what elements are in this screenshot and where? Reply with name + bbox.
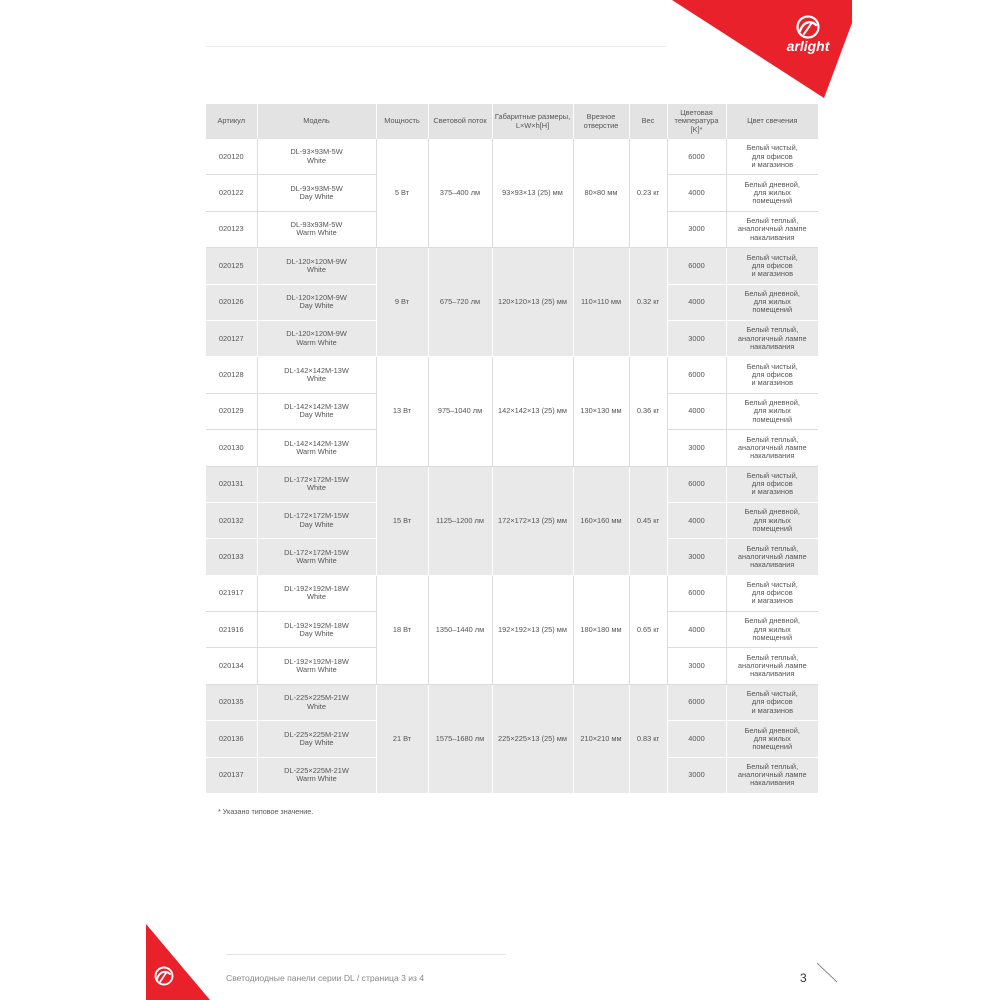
cell-weight: 0.36 кг (629, 357, 667, 466)
model-variant: White (307, 374, 326, 384)
cell-cutout: 160×160 мм (573, 466, 629, 575)
cell-glow-color (726, 430, 818, 466)
cell-color-temp: 3000 (667, 539, 726, 575)
model-name: DL-120×120M-9W (286, 293, 347, 303)
model-variant: Day White (299, 410, 334, 420)
glow-line: помещений (752, 523, 793, 533)
cell-color-temp: 6000 (667, 139, 726, 175)
cell-glow-color (726, 175, 818, 211)
cell-color-temp: 3000 (667, 320, 726, 356)
cell-sku: 020120 (206, 139, 257, 175)
table-row (206, 139, 818, 175)
glow-line: накаливания (750, 232, 795, 242)
cell-sku: 020125 (206, 248, 257, 284)
cell-dimensions: 192×192×13 (25) мм (492, 575, 573, 684)
glow-line: накаливания (750, 669, 795, 679)
cell-model (257, 320, 376, 356)
model-name: DL-192×192M-18W (284, 584, 349, 594)
cell-color-temp: 3000 (667, 648, 726, 684)
cell-model (257, 430, 376, 466)
glow-line: помещений (752, 196, 793, 206)
glow-line: Белый теплый, (746, 652, 799, 662)
glow-line: накаливания (750, 450, 795, 460)
glow-line: Белый чистый, (746, 580, 798, 590)
glow-line: Белый дневной, (744, 616, 800, 626)
glow-line: Белый дневной, (744, 725, 800, 735)
glow-line: Белый теплый, (746, 434, 799, 444)
glow-line: для офисов (751, 479, 793, 489)
table-row (206, 684, 818, 720)
cell-glow-color (726, 284, 818, 320)
table-row (206, 357, 818, 393)
model-name: DL-142×142M-13W (284, 438, 349, 448)
cell-sku: 020137 (206, 757, 257, 793)
model-name: DL-172×172M-15W (284, 475, 349, 484)
cell-sku: 020122 (206, 175, 257, 211)
bottom-divider (226, 954, 506, 955)
glow-line: Белый дневной, (744, 507, 800, 517)
cell-cutout: 210×210 мм (573, 684, 629, 793)
glow-line: Белый дневной, (744, 398, 800, 408)
model-name: DL-225×225M-21W (284, 729, 349, 739)
cell-sku: 021917 (206, 575, 257, 611)
model-variant: Day White (299, 628, 334, 638)
model-variant: Day White (299, 301, 334, 311)
glow-line: аналогичный лампе (737, 333, 807, 343)
model-name: DL-120×120M-9W (286, 329, 347, 339)
model-variant: Warm White (296, 446, 337, 456)
cell-model (257, 502, 376, 538)
cell-model (257, 175, 376, 211)
cell-sku: 020130 (206, 430, 257, 466)
cell-color-temp: 3000 (667, 211, 726, 247)
glow-line: накаливания (750, 778, 795, 788)
cell-sku: 020135 (206, 684, 257, 720)
model-name: DL-225×225M-21W (284, 693, 349, 703)
header-sku: Артикул (206, 104, 257, 139)
glow-line: для жилых (753, 297, 791, 307)
glow-line: для офисов (751, 369, 793, 379)
table-row (206, 248, 818, 284)
model-name: DL-172×172M-15W (284, 511, 349, 521)
cell-weight: 0.65 кг (629, 575, 667, 684)
glow-line: накаливания (750, 341, 795, 351)
brand-corner-badge (146, 924, 210, 1000)
glow-line: накаливания (750, 560, 795, 570)
cell-glow-color (726, 502, 818, 538)
cell-dimensions: 172×172×13 (25) мм (492, 466, 573, 575)
cell-model (257, 357, 376, 393)
table-row (206, 575, 818, 611)
glow-line: для офисов (751, 151, 793, 161)
cell-sku: 020128 (206, 357, 257, 393)
brand-corner-banner (672, 0, 852, 98)
model-variant: Day White (299, 737, 334, 747)
cell-sku: 021916 (206, 612, 257, 648)
cell-power: 21 Вт (376, 684, 428, 793)
cell-model (257, 248, 376, 284)
header-weight: Вес (629, 104, 667, 139)
glow-line: Белый чистый, (746, 689, 798, 699)
cell-glow-color (726, 248, 818, 284)
cell-glow-color (726, 139, 818, 175)
cell-color-temp: 6000 (667, 684, 726, 720)
glow-line: Белый теплый, (746, 762, 799, 772)
cell-color-temp: 6000 (667, 575, 726, 611)
model-variant: White (307, 483, 326, 493)
cell-color-temp: 4000 (667, 612, 726, 648)
cell-power: 9 Вт (376, 248, 428, 357)
cell-weight: 0.23 кг (629, 139, 667, 248)
model-variant: Warm White (296, 555, 337, 565)
cell-color-temp: 4000 (667, 721, 726, 757)
cell-sku: 020126 (206, 284, 257, 320)
header-cutout: Врезное отверстие (573, 104, 629, 139)
cell-flux: 1350–1440 лм (428, 575, 492, 684)
cell-glow-color (726, 211, 818, 247)
glow-line: Белый дневной, (744, 288, 800, 298)
cell-model (257, 539, 376, 575)
cell-sku: 020127 (206, 320, 257, 356)
model-variant: Warm White (296, 337, 337, 347)
glow-line: и магазинов (751, 596, 794, 606)
cell-glow-color (726, 757, 818, 793)
glow-line: аналогичный лампе (737, 551, 807, 561)
cell-flux: 975–1040 лм (428, 357, 492, 466)
glow-line: для жилых (753, 406, 791, 416)
model-variant: White (307, 701, 326, 711)
cell-weight: 0.45 кг (629, 466, 667, 575)
model-name: DL-225×225M-21W (284, 766, 349, 776)
glow-line: для жилых (753, 515, 791, 525)
glow-line: помещений (752, 414, 793, 424)
glow-line: и магазинов (751, 705, 794, 715)
glow-line: помещений (752, 742, 793, 752)
model-name: DL-93×93M-5W (290, 147, 343, 157)
cell-sku: 020131 (206, 466, 257, 502)
glow-line: Белый чистый, (746, 361, 798, 371)
model-variant: Warm White (296, 665, 337, 675)
glow-line: аналогичный лампе (737, 770, 807, 780)
glow-line: Белый дневной, (744, 179, 800, 189)
cell-color-temp: 4000 (667, 175, 726, 211)
model-variant: Warm White (296, 774, 337, 784)
glow-line: для жилых (753, 624, 791, 634)
cell-dimensions: 93×93×13 (25) мм (492, 139, 573, 248)
glow-line: помещений (752, 632, 793, 642)
model-name: DL-93×93M-5W (290, 183, 343, 193)
glow-line: для офисов (751, 588, 793, 598)
cell-glow-color (726, 684, 818, 720)
cell-model (257, 466, 376, 502)
cell-weight: 0.83 кг (629, 684, 667, 793)
brand-logo-text: arlight (786, 38, 830, 54)
page-slash-mark (815, 962, 839, 984)
model-variant: Day White (299, 519, 334, 529)
cell-model (257, 757, 376, 793)
glow-line: Белый теплый, (746, 325, 799, 335)
cell-cutout: 130×130 мм (573, 357, 629, 466)
cell-dimensions: 142×142×13 (25) мм (492, 357, 573, 466)
model-name: DL-120×120M-9W (286, 256, 347, 266)
glow-line: для жилых (753, 733, 791, 743)
header-flux: Световой поток (428, 104, 492, 139)
model-name: DL-93x93M-5W (290, 220, 343, 230)
cell-glow-color (726, 466, 818, 502)
header-glow-color: Цвет свечения (726, 104, 818, 139)
model-name: DL-192×192M-18W (284, 656, 349, 666)
glow-line: и магазинов (751, 487, 794, 497)
top-divider (206, 46, 666, 47)
cell-flux: 375–400 лм (428, 139, 492, 248)
cell-flux: 1125–1200 лм (428, 466, 492, 575)
cell-flux: 675–720 лм (428, 248, 492, 357)
cell-color-temp: 3000 (667, 430, 726, 466)
model-variant: Warm White (296, 228, 337, 238)
cell-color-temp: 6000 (667, 357, 726, 393)
glow-line: и магазинов (751, 378, 794, 388)
cell-model (257, 284, 376, 320)
cell-power: 13 Вт (376, 357, 428, 466)
cell-dimensions: 120×120×13 (25) мм (492, 248, 573, 357)
page-number: 3 (800, 971, 807, 985)
cell-model (257, 721, 376, 757)
cell-model (257, 648, 376, 684)
cell-power: 18 Вт (376, 575, 428, 684)
header-model: Модель (257, 104, 376, 139)
glow-line: Белый чистый, (746, 252, 798, 262)
cell-sku: 020129 (206, 393, 257, 429)
cell-cutout: 80×80 мм (573, 139, 629, 248)
glow-line: Белый чистый, (746, 143, 798, 153)
cell-sku: 020134 (206, 648, 257, 684)
cell-glow-color (726, 612, 818, 648)
model-name: DL-192×192M-18W (284, 620, 349, 630)
cell-glow-color (726, 648, 818, 684)
cell-sku: 020123 (206, 211, 257, 247)
model-variant: White (307, 155, 326, 165)
cell-model (257, 393, 376, 429)
footnote: * Указано типовое значение. (218, 807, 314, 816)
glow-line: для офисов (751, 697, 793, 707)
cell-glow-color (726, 721, 818, 757)
table-header-row (206, 104, 818, 139)
cell-model (257, 684, 376, 720)
cell-color-temp: 6000 (667, 466, 726, 502)
cell-model (257, 211, 376, 247)
header-dimensions: Габаритные размеры, L×W×h[H] (492, 104, 573, 139)
glow-line: и магазинов (751, 268, 794, 278)
model-name: DL-142×142M-13W (284, 402, 349, 412)
cell-color-temp: 4000 (667, 284, 726, 320)
cell-glow-color (726, 575, 818, 611)
cell-color-temp: 6000 (667, 248, 726, 284)
cell-glow-color (726, 393, 818, 429)
cell-power: 5 Вт (376, 139, 428, 248)
glow-line: для офисов (751, 260, 793, 270)
cell-sku: 020133 (206, 539, 257, 575)
glow-line: Белый теплый, (746, 543, 799, 553)
model-variant: White (307, 264, 326, 274)
glow-line: для жилых (753, 187, 791, 197)
model-variant: Day White (299, 192, 334, 202)
cell-dimensions: 225×225×13 (25) мм (492, 684, 573, 793)
glow-line: аналогичный лампе (737, 661, 807, 671)
header-color-temp: Цветовая температура [K]* (667, 104, 726, 139)
cell-glow-color (726, 357, 818, 393)
model-variant: White (307, 592, 326, 602)
cell-cutout: 180×180 мм (573, 575, 629, 684)
cell-model (257, 612, 376, 648)
model-name: DL-172×172M-15W (284, 547, 349, 557)
cell-sku: 020136 (206, 721, 257, 757)
cell-glow-color (726, 539, 818, 575)
footer-caption: Светодиодные панели серии DL / страница 3 из 4 (226, 973, 425, 983)
cell-model (257, 575, 376, 611)
cell-flux: 1575–1680 лм (428, 684, 492, 793)
glow-line: помещений (752, 305, 793, 315)
glow-line: и магазинов (751, 159, 794, 169)
header-power: Мощность (376, 104, 428, 139)
glow-line: аналогичный лампе (737, 442, 807, 452)
cell-color-temp: 3000 (667, 757, 726, 793)
cell-power: 15 Вт (376, 466, 428, 575)
glow-line: Белый чистый, (746, 470, 798, 480)
cell-cutout: 110×110 мм (573, 248, 629, 357)
cell-sku: 020132 (206, 502, 257, 538)
cell-color-temp: 4000 (667, 502, 726, 538)
glow-line: Белый теплый, (746, 216, 799, 226)
model-name: DL-142×142M-13W (284, 365, 349, 375)
cell-weight: 0.32 кг (629, 248, 667, 357)
cell-glow-color (726, 320, 818, 356)
table-row (206, 466, 818, 502)
spec-table (206, 104, 818, 794)
cell-model (257, 139, 376, 175)
glow-line: аналогичный лампе (737, 224, 807, 234)
cell-color-temp: 4000 (667, 393, 726, 429)
